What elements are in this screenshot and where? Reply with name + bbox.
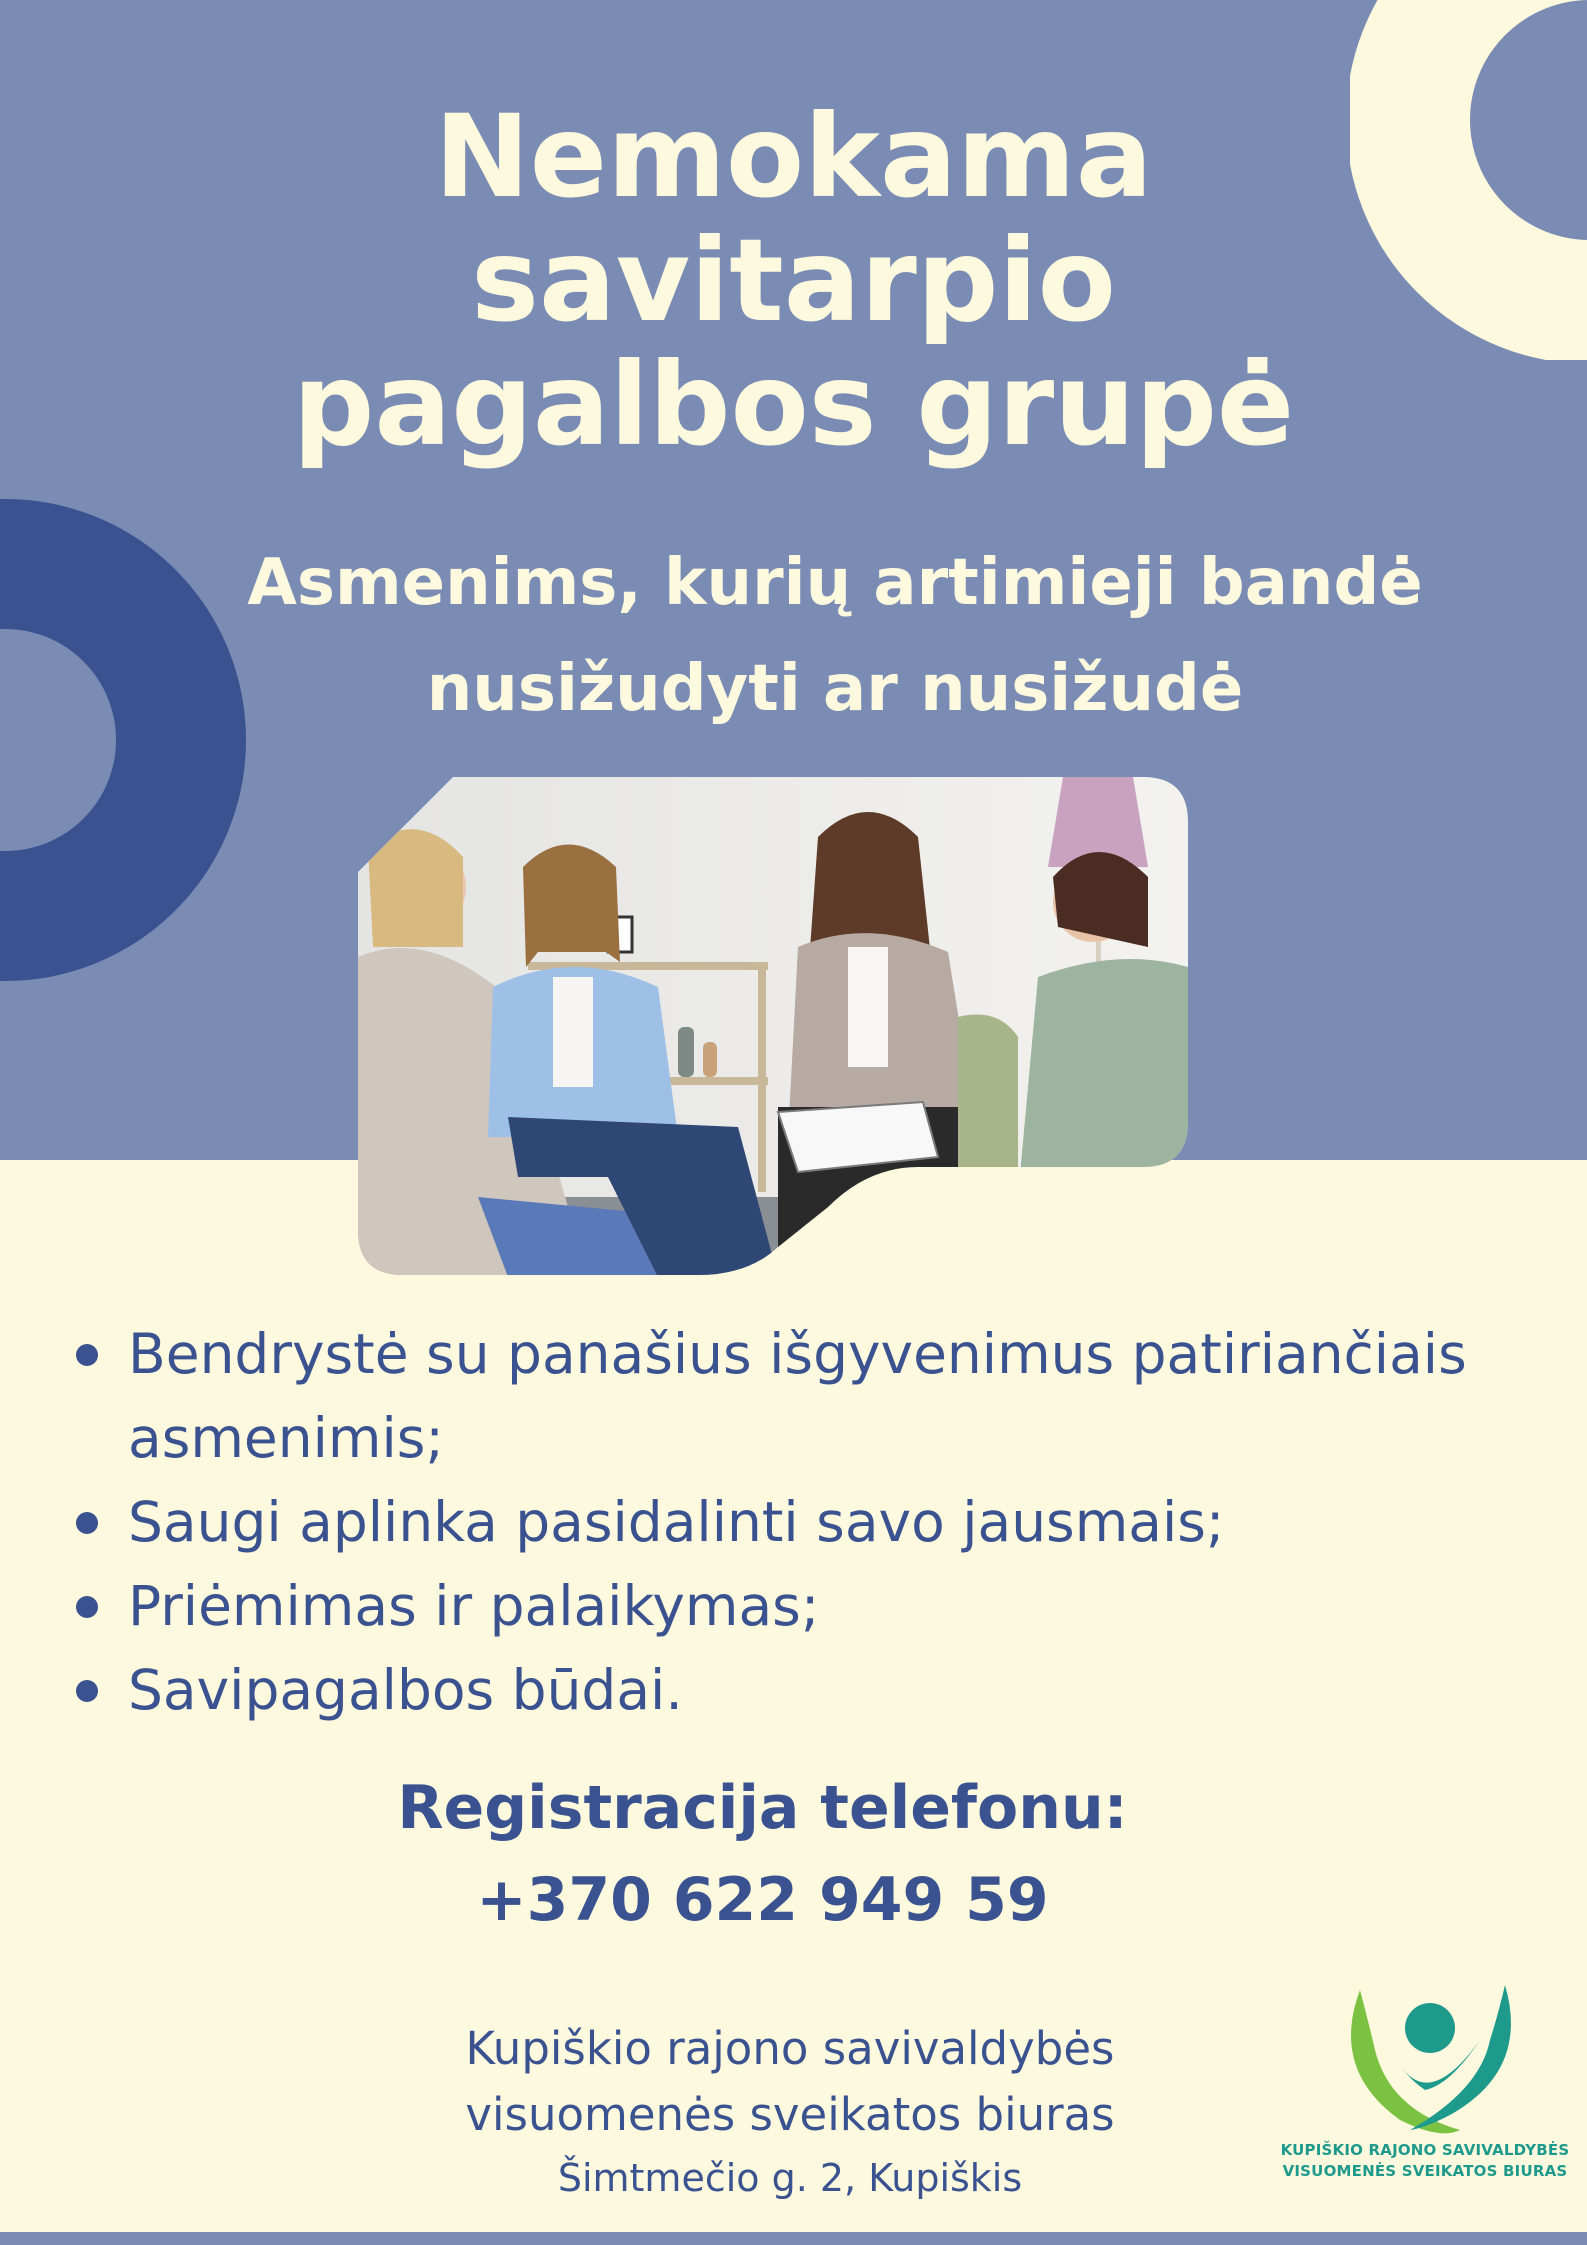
benefit-text: Priėmimas ir palaikymas; bbox=[128, 1574, 820, 1638]
group-therapy-photo bbox=[358, 777, 1188, 1277]
office-name-line: visuomenės sveikatos biuras bbox=[465, 2088, 1115, 2141]
benefit-text: Saugi aplinka pasidalinti savo jausmais; bbox=[128, 1490, 1225, 1554]
bottom-divider bbox=[0, 2232, 1587, 2245]
benefit-text: Savipagalbos būdai. bbox=[128, 1658, 683, 1722]
subtitle-line: nusižudyti ar nusižudė bbox=[426, 652, 1244, 726]
subtitle-line: Asmenims, kurių artimieji bandė bbox=[247, 546, 1423, 620]
health-office-logo-icon bbox=[1330, 1980, 1520, 2140]
title-line: pagalbos grupė bbox=[292, 338, 1295, 471]
office-name-line: Kupiškio rajono savivaldybės bbox=[465, 2022, 1115, 2075]
office-info bbox=[380, 2016, 1200, 2208]
registration-label: Registracija telefonu: bbox=[397, 1773, 1128, 1843]
list-item bbox=[68, 1648, 1548, 1732]
registration-block bbox=[0, 1762, 1525, 1946]
benefits-list bbox=[68, 1312, 1548, 1732]
phone-number[interactable]: +370 622 949 59 bbox=[476, 1865, 1049, 1935]
bullet-icon bbox=[76, 1512, 98, 1534]
poster-title bbox=[0, 90, 1587, 471]
poster-subtitle bbox=[0, 530, 1587, 742]
office-address: Šimtmečio g. 2, Kupiškis bbox=[557, 2156, 1023, 2200]
list-item bbox=[68, 1312, 1548, 1480]
logo-caption bbox=[1280, 2140, 1570, 2182]
benefit-text: Bendrystė su panašius išgyvenimus patiriančiais asmenimis; bbox=[128, 1322, 1467, 1470]
bullet-icon bbox=[76, 1680, 98, 1702]
title-line: savitarpio bbox=[471, 214, 1116, 347]
list-item bbox=[68, 1564, 1548, 1648]
title-line: Nemokama bbox=[434, 90, 1153, 223]
logo-caption-line: KUPIŠKIO RAJONO SAVIVALDYBĖS bbox=[1280, 2141, 1570, 2159]
bullet-icon bbox=[76, 1344, 98, 1366]
list-item bbox=[68, 1480, 1548, 1564]
health-office-logo bbox=[1280, 1980, 1570, 2200]
bullet-icon bbox=[76, 1596, 98, 1618]
logo-caption-line: VISUOMENĖS SVEIKATOS BIURAS bbox=[1282, 2162, 1568, 2180]
